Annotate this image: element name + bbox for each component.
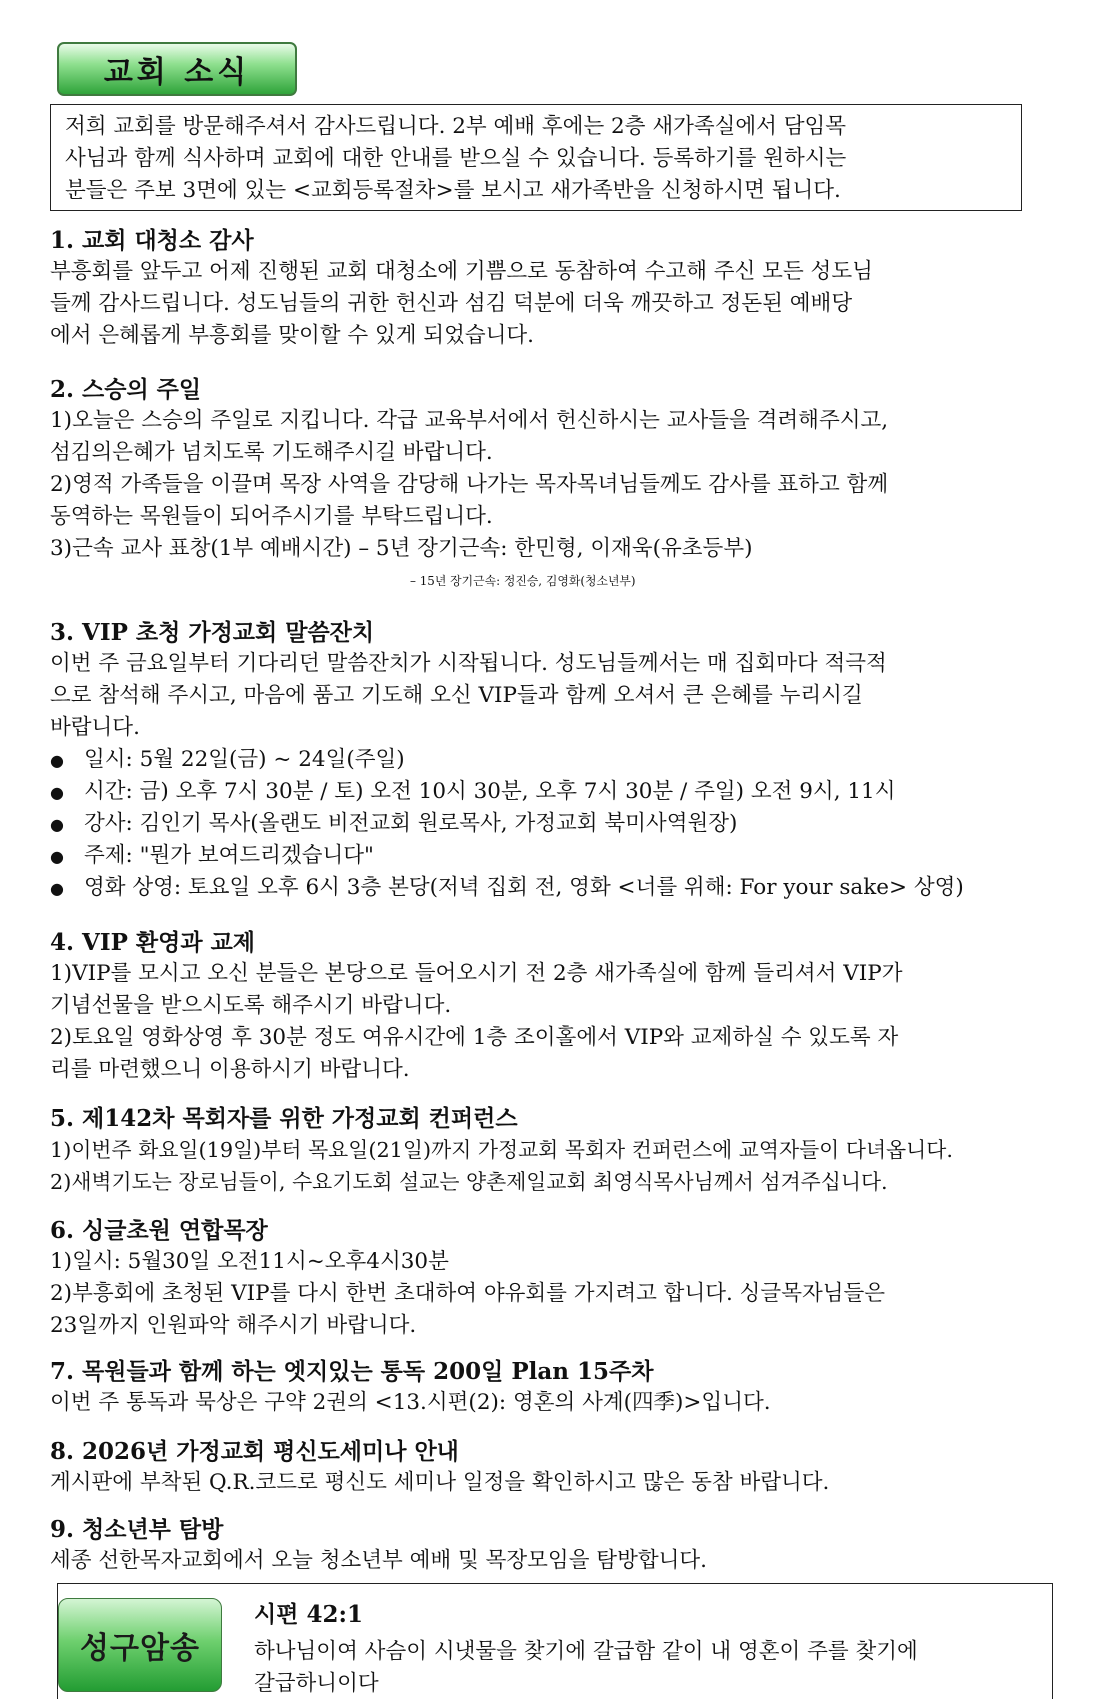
section-line: – 15년 장기근속: 정진승, 김영화(청소년부) — [410, 574, 636, 588]
section-title: 7. 목원들과 함께 하는 엣지있는 통독 200일 Plan 15주차 — [50, 1358, 654, 1385]
section-line: 1)오늘은 스승의 주일로 지킵니다. 각급 교육부서에서 헌신하시는 교사들을 격려해주시고, — [50, 408, 889, 433]
section-line: 으로 참석해 주시고, 마음에 품고 기도해 오신 VIP들과 함께 오셔서 큰 은혜를 누리시길 — [50, 683, 863, 708]
bullet-item: ● 시간: 금) 오후 7시 30분 / 토) 오전 10시 30분, 오후 7시 30분 / 주일) 오전 9시, 11시 — [50, 779, 896, 804]
section-title: 6. 싱글초원 연합목장 — [50, 1217, 268, 1244]
section-singles-gathering — [50, 1212, 1053, 1342]
section-lay-seminar — [50, 1433, 1053, 1499]
section-line: 2)토요일 영화상영 후 30분 정도 여유시간에 1층 조이홀에서 VIP와 교제하실 수 있도록 자 — [50, 1025, 899, 1050]
section-line: 이번 주 금요일부터 기다리던 말씀잔치가 시작됩니다. 성도님들께서는 매 집회마다 적극적 — [50, 651, 887, 676]
bullet-item: ● 영화 상영: 토요일 오후 6시 3층 본당(저녁 집회 전, 영화 <너를 위해: For your sake> 상영) — [50, 875, 964, 900]
section-title: 3. VIP 초청 가정교회 말씀잔치 — [50, 619, 375, 646]
section-teachers-sunday — [50, 371, 1053, 597]
section-title: 1. 교회 대청소 감사 — [50, 227, 254, 254]
section-vip-revival — [50, 614, 1053, 904]
section-line: 23일까지 인원파악 해주시기 바랍니다. — [50, 1313, 417, 1338]
bullet-dot-icon: ● — [50, 879, 64, 898]
memory-verse-badge — [58, 1598, 222, 1692]
memory-verse-badge-label: 성구암송 — [80, 1631, 200, 1666]
section-youth-visit — [50, 1511, 1053, 1577]
section-line: 바랍니다. — [50, 715, 140, 740]
section-title: 9. 청소년부 탐방 — [50, 1516, 224, 1543]
section-line: 부흥회를 앞두고 어제 진행된 교회 대청소에 기쁨으로 동참하여 수고해 주신 모든 성도님 — [50, 259, 873, 284]
bullet-dot-icon: ● — [50, 847, 64, 866]
verse-reference: 시편 42:1 — [254, 1601, 363, 1628]
section-line: 리를 마련했으니 이용하시기 바랍니다. — [50, 1057, 410, 1082]
section-pastor-conference — [50, 1100, 1053, 1198]
verse-line: 하나님이여 사슴이 시냇물을 찾기에 갈급함 같이 내 영혼이 주를 찾기에 — [254, 1639, 918, 1664]
bullet-item: ● 일시: 5월 22일(금) ~ 24일(주일) — [50, 747, 405, 772]
section-title: 5. 제142차 목회자를 위한 가정교회 컨퍼런스 — [50, 1105, 518, 1132]
church-news-header — [57, 42, 297, 96]
section-line: 섬김의은혜가 넘치도록 기도해주시길 바랍니다. — [50, 440, 493, 465]
section-line: 1)이번주 화요일(19일)부터 목요일(21일)까지 가정교회 목회자 컨퍼런스에 교역자들이 다녀옵니다. — [50, 1138, 953, 1162]
bullet-item: ● 주제: "뭔가 보여드리겠습니다" — [50, 843, 374, 868]
welcome-line: 사님과 함께 식사하며 교회에 대한 안내를 받으실 수 있습니다. 등록하기를 원하시는 — [65, 146, 847, 171]
bullet-dot-icon: ● — [50, 815, 64, 834]
bullet-dot-icon: ● — [50, 783, 64, 802]
section-line: 1)일시: 5월30일 오전11시~오후4시30분 — [50, 1249, 449, 1274]
section-line: 2)영적 가족들을 이끌며 목장 사역을 감당해 나가는 목자목녀님들께도 감사를 표하고 함께 — [50, 472, 889, 497]
header-title: 교회 소식 — [103, 55, 251, 90]
section-title: 2. 스승의 주일 — [50, 376, 202, 403]
verse-text — [254, 1636, 1044, 1700]
section-cleaning-thanks — [50, 222, 1053, 352]
section-title: 8. 2026년 가정교회 평신도세미나 안내 — [50, 1438, 459, 1465]
section-title: 4. VIP 환영과 교제 — [50, 929, 256, 956]
section-line: 2)새벽기도는 장로님들이, 수요기도회 설교는 양촌제일교회 최영식목사님께서 섬겨주십니다. — [50, 1170, 888, 1194]
section-bible-reading-plan — [50, 1353, 1053, 1419]
welcome-box — [50, 104, 1022, 211]
section-line: 3)근속 교사 표창(1부 예배시간) – 5년 장기근속: 한민형, 이재욱(유초등부) — [50, 536, 753, 561]
section-line: 에서 은혜롭게 부흥회를 맞이할 수 있게 되었습니다. — [50, 323, 534, 348]
section-line: 1)VIP를 모시고 오신 분들은 본당으로 들어오시기 전 2층 새가족실에 함께 들리셔서 VIP가 — [50, 961, 903, 986]
section-line: 기념선물을 받으시도록 해주시기 바랍니다. — [50, 993, 452, 1018]
section-line: 동역하는 목원들이 되어주시기를 부탁드립니다. — [50, 504, 493, 529]
section-line: 2)부흥회에 초청된 VIP를 다시 한번 초대하여 야유회를 가지려고 합니다. 싱글목자님들은 — [50, 1281, 886, 1306]
welcome-line: 저희 교회를 방문해주셔서 감사드립니다. 2부 예배 후에는 2층 새가족실에서 담임목 — [65, 114, 847, 139]
bullet-item: ● 강사: 김인기 목사(올랜도 비전교회 원로목사, 가정교회 북미사역원장) — [50, 811, 738, 836]
section-line: 세종 선한목자교회에서 오늘 청소년부 예배 및 목장모임을 탐방합니다. — [50, 1548, 707, 1573]
verse-line: 갈급하니이다 — [254, 1671, 379, 1696]
section-vip-welcome — [50, 924, 1053, 1086]
bullet-dot-icon: ● — [50, 751, 64, 770]
welcome-line: 분들은 주보 3면에 있는 <교회등록절차>를 보시고 새가족반을 신청하시면 됩니다. — [65, 178, 841, 203]
section-line: 게시판에 부착된 Q.R.코드로 평신도 세미나 일정을 확인하시고 많은 동참 바랍니다. — [50, 1470, 830, 1495]
memory-verse-box — [57, 1583, 1053, 1699]
section-line: 들께 감사드립니다. 성도님들의 귀한 헌신과 섬김 덕분에 더욱 깨끗하고 정돈된 예배당 — [50, 291, 853, 316]
section-line: 이번 주 통독과 묵상은 구약 2권의 <13.시편(2): 영혼의 사계(四季)>입니다. — [50, 1390, 771, 1415]
